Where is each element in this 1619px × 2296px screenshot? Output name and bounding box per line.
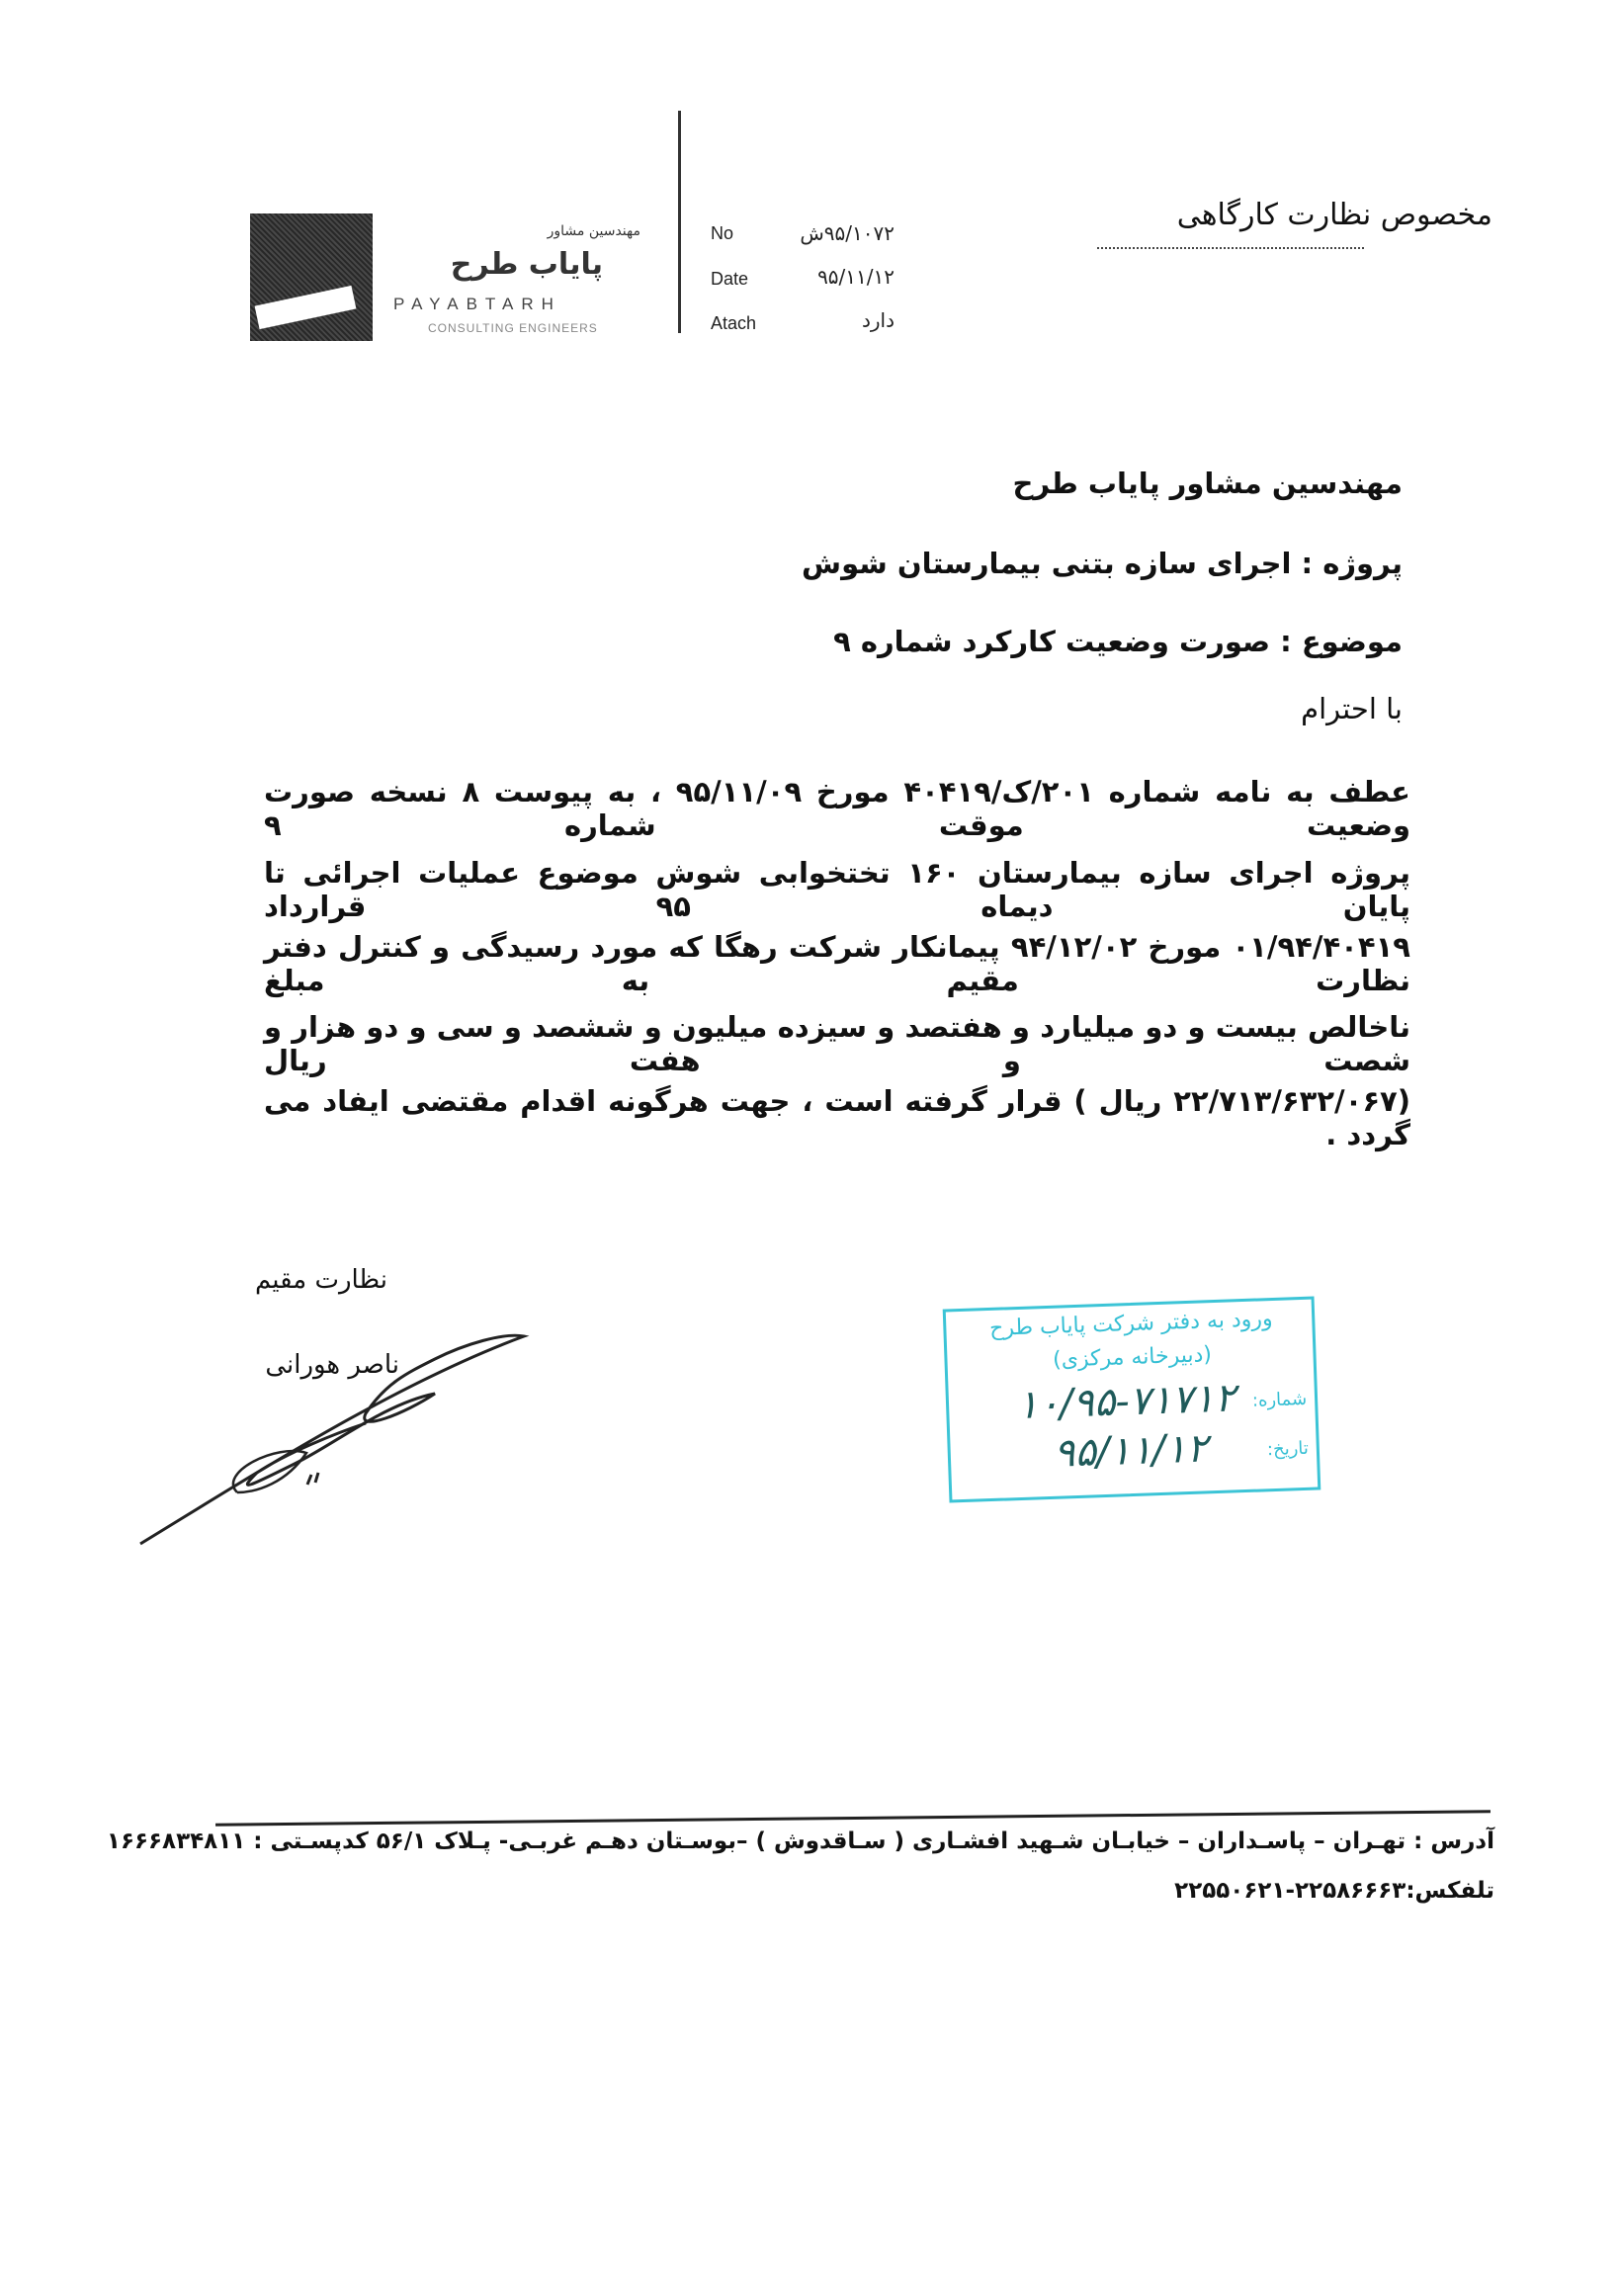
- logo-name-fa: پایاب طرح: [450, 247, 603, 282]
- attach-value: دارد: [861, 308, 895, 332]
- body-line-3: ۰۱/۹۴/۴۰۴۱۹ مورخ ۹۴/۱۲/۰۲ پیمانکار شرکت رهگا که مورد رسیدگی و کنترل دفتر نظارت مقیم به مبلغ: [264, 930, 1410, 997]
- project-line: پروژه : اجرای سازه بتنی بیمارستان شوش: [802, 547, 1403, 580]
- footer-divider: [215, 1810, 1491, 1827]
- footer-telfax: تلفکس:۲۲۵۸۶۶۶۳-۲۲۵۵۰۶۲۱: [1174, 1878, 1494, 1904]
- logo-name-en: PAYABTARH: [393, 295, 561, 313]
- greeting: با احترام: [1301, 692, 1403, 725]
- stamp-line-1: ورود به دفتر شرکت پایاب طرح: [988, 1306, 1273, 1341]
- subject-line: موضوع : صورت وضعیت کارکرد شماره ۹: [833, 625, 1403, 658]
- no-label: No: [711, 223, 734, 243]
- signer-title: نظارت مقیم: [254, 1265, 387, 1295]
- body-line-2: پروژه اجرای سازه بیمارستان ۱۶۰ تختخوابی شوش موضوع عملیات اجرائی تا پایان دیماه ۹۵ قرارداد: [264, 856, 1410, 923]
- stamp-number-value: ۱۰/۹۵-۷۱۷۱۲: [1016, 1375, 1236, 1429]
- date-value: ۹۵/۱۱/۱۲: [817, 265, 895, 289]
- body-line-4: ناخالص بیست و دو میلیارد و هفتصد و سیزده میلیون و ششصد و سی و دو هزار و شصت و هفت ریال: [264, 1010, 1410, 1077]
- footer-address: آدرس : تهـران – پاسـداران – خیابـان شـهید افشـاری ( سـاقدوش ) –بوسـتان دهـم غربـی- پـلاک ۵۶/۱ کدپسـتی : ۱۶۶۶۸۳۴۸۱۱: [106, 1828, 1494, 1854]
- no-value: ۹۵/۱۰۷۲ش: [800, 221, 895, 245]
- addressee: مهندسین مشاور پایاب طرح: [1012, 467, 1403, 500]
- header-divider: [678, 111, 681, 333]
- document-tag: مخصوص نظارت کارگاهی: [1176, 198, 1492, 232]
- signer-name: ناصر هورانی: [265, 1350, 399, 1380]
- stamp-date-value: ۹۵/۱۱/۱۲: [1053, 1425, 1209, 1477]
- attach-label: Atach: [711, 313, 757, 333]
- body-line-1: عطف به نامه شماره ۲۰۱/ک/۴۰۴۱۹ مورخ ۹۵/۱۱/۰۹ ، به پیوست ۸ نسخه صورت وضعیت موقت شماره ۹: [264, 775, 1410, 842]
- stamp-date-label: تاریخ:: [1266, 1437, 1310, 1461]
- body-line-5: (۲۲/۷۱۳/۶۳۲/۰۶۷ ریال ) قرار گرفته است ، جهت هرگونه اقدام مقتضی ایفاد می گردد .: [264, 1084, 1410, 1151]
- tag-underline: [1097, 247, 1364, 249]
- company-logo-icon: [250, 213, 373, 341]
- stamp-line-2: (دبیرخانه مرکزی): [1052, 1342, 1213, 1373]
- logo-subtitle-en: CONSULTING ENGINEERS: [428, 321, 598, 335]
- date-label: Date: [711, 269, 749, 289]
- receipt-stamp: [943, 1296, 1321, 1502]
- stamp-number-label: شماره:: [1251, 1388, 1308, 1411]
- logo-subtitle-fa: مهندسین مشاور: [547, 223, 640, 239]
- signature-icon: [138, 1324, 534, 1552]
